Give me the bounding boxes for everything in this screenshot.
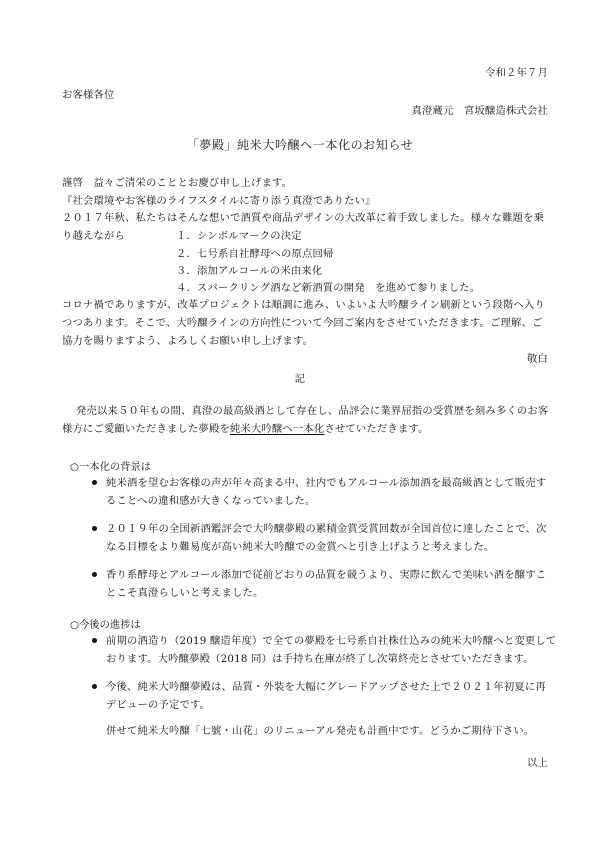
background-item-line: ２０１９年の全国新酒鑑評会で大吟醸夢殿の累積金賞受賞回数が全国首位に達したことで、次: [106, 523, 547, 535]
bullet-icon: [92, 526, 97, 531]
document-title: 「夢殿」純米大吟醸へ一本化のお知らせ: [186, 138, 414, 152]
background-item-line: 香り系酵母とアルコール添加で従前どおりの品質を競うより、実際に飲んで美味い酒を醸すこ: [106, 569, 547, 581]
reform-item: ３．添加アルコールの米由来化: [176, 265, 323, 277]
progress-heading: ○今後の進捗は: [70, 619, 141, 631]
reform-item: ４．スパークリング酒など新酒質の開発 を進めて参りました。: [176, 282, 481, 294]
background-item-line: ることへの違和感が大きくなっていました。: [106, 495, 316, 507]
intro-line: り越えながら: [62, 230, 125, 242]
bullet-icon: [92, 572, 97, 577]
closing-ijo: 以上: [527, 757, 548, 769]
body-line: コロナ禍でありますが、改革プロジェクトは順調に進み、いよいよ大吟醸ライン刷新という段階へ入り: [62, 299, 545, 311]
body-line: 協力を賜りますよう、よろしくお願い申し上げます。: [62, 335, 314, 347]
background-item-line: なる目標をより難易度が高い純米大吟醸での金賞へと引き上げようと考えました。: [106, 541, 495, 553]
announcement-line: 発売以来５０年もの間、真澄の最高級酒として存在し、品評会に業界屈指の受賞歴を刻み多くのお客: [76, 405, 549, 417]
bullet-icon: [92, 480, 97, 485]
announcement-text: 様方にご愛顧いただきました夢殿を: [62, 423, 230, 435]
progress-item-line: デビューの予定です。: [106, 699, 211, 711]
progress-item-line: おります。大吟醸夢殿（2018 同）は手持ち在庫が終了し次第終売とさせていただきます。: [106, 653, 534, 665]
document-date: 令和２年７月: [485, 67, 548, 79]
closing-keigu: 敬白: [527, 353, 548, 365]
announcement-line: [62, 420, 429, 435]
background-item-line: 純米酒を望むお客様の声が年々高まる中、社内でもアルコール添加酒を最高級酒として販売す: [106, 477, 547, 489]
announcement-underlined: 純米大吟醸へ一本化: [229, 423, 325, 435]
body-line: つつあります。そこで、大吟醸ラインの方向性について今回ご案内をさせていただきます。ご理解、ご: [62, 317, 543, 329]
ki-heading: 記: [294, 373, 306, 385]
reform-item: ２．七号系自社酵母への原点回帰: [176, 248, 334, 260]
addressee: お客様各位: [62, 89, 115, 101]
bullet-icon: [92, 684, 97, 689]
greeting: 謹啓 益々ご清栄のこととお慶び申し上げます。: [62, 177, 293, 189]
bullet-icon: [92, 638, 97, 643]
progress-item-line: 今後、純米大吟醸夢殿は、品質・外装を大幅にグレードアップさせた上で２０２１年初夏に再: [106, 681, 546, 693]
background-heading: ○一本化の背景は: [70, 461, 152, 473]
announcement-text: させていただきます。: [324, 423, 429, 435]
progress-note: 併せて純米大吟醸「七號・山花」のリニューアル発売も計画中です。どうかご期待下さい。: [106, 725, 535, 737]
slogan: 『社会環境やお客様のライフスタイルに寄り添う真澄でありたい』: [62, 195, 376, 207]
sender-name: 真澄蔵元 宮坂醸造株式会社: [411, 105, 548, 117]
intro-line: ２０１７年秋、私たちはそんな想いで酒質や商品デザインの大改革に着手致しました。様々な難題を乗: [62, 212, 545, 224]
progress-item-line: 前期の酒造り（2019 醸造年度）で全ての夢殿を七号系自社株仕込みの純米大吟醸へと変更して: [106, 635, 557, 647]
background-item-line: とこそ真澄らしいと考えました。: [106, 587, 264, 599]
reform-item: １．シンボルマークの決定: [176, 230, 302, 242]
